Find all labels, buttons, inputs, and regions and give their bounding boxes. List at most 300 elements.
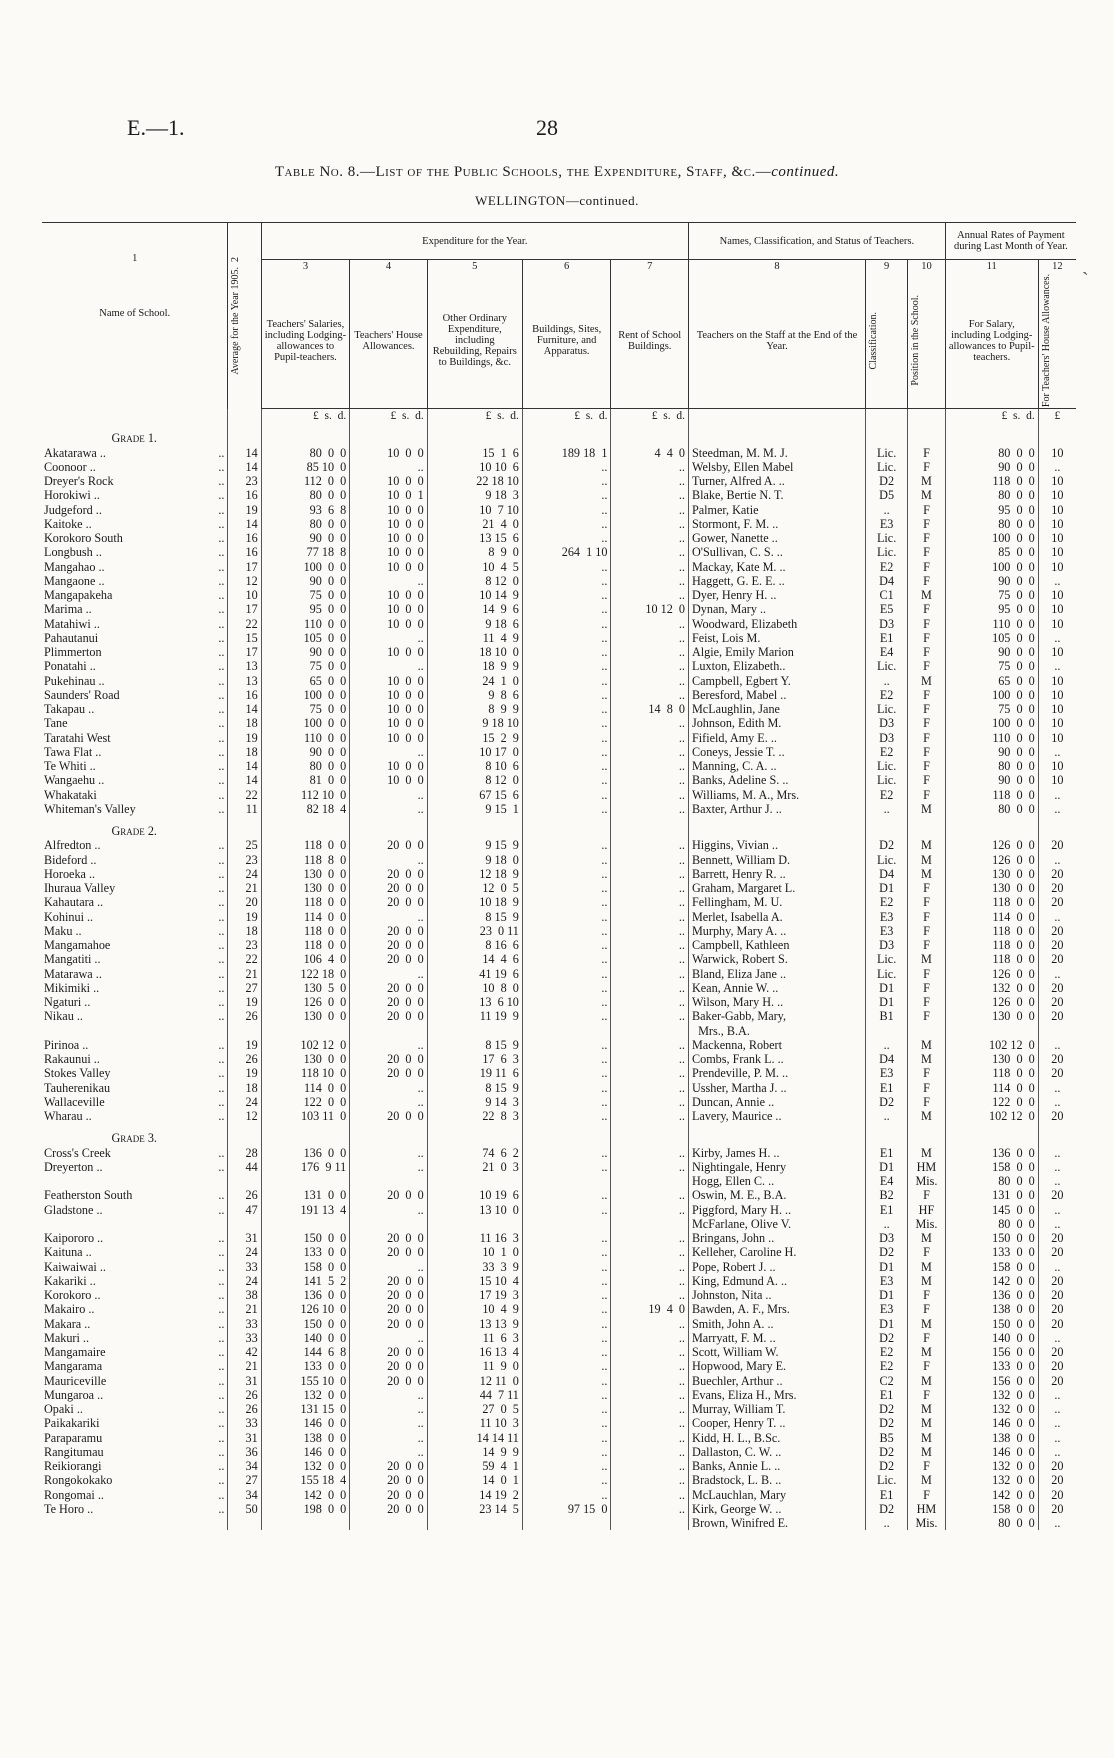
rent: [611, 1288, 689, 1302]
average-attendance: [228, 645, 261, 659]
salary-rate-text: 158 0 0: [992, 1259, 1035, 1274]
position: [908, 1174, 946, 1188]
table-row: [42, 1024, 1076, 1038]
house-allowances-text: 20 0 0: [387, 1231, 424, 1246]
rent-text: ..: [678, 1345, 685, 1360]
teachers-salaries: [261, 867, 350, 881]
average-attendance: [228, 1388, 261, 1402]
house-allowance-rate: [1038, 474, 1076, 488]
teachers-salaries: [261, 895, 350, 909]
average-attendance: [228, 745, 261, 759]
table-row: [42, 645, 1076, 659]
teachers-salaries: [261, 1374, 350, 1388]
salary-rate: [945, 895, 1038, 909]
house-allowance-rate-text: 10: [1051, 445, 1064, 460]
classification: [866, 745, 908, 759]
classification-text: D1: [879, 1288, 895, 1303]
salary-rate-text: 138 0 0: [992, 1430, 1035, 1445]
grade-heading-row: [42, 1123, 1076, 1145]
position-text: M: [921, 1259, 932, 1274]
rent: [611, 574, 689, 588]
salary-rate: [945, 938, 1038, 952]
teacher-name: [688, 952, 865, 966]
position: [908, 910, 946, 924]
average-attendance: [228, 659, 261, 673]
teacher-name-text: Williams, M. A., Mrs.: [691, 787, 800, 802]
buildings-expenditure: [522, 617, 611, 631]
house-allowance-rate-text: 20: [1051, 1359, 1064, 1374]
table-row: [42, 1459, 1076, 1473]
teacher-name-text: Beresford, Mabel ..: [691, 687, 787, 702]
teachers-salaries-text: 136 0 0: [303, 1145, 347, 1160]
rent-text: ..: [678, 1444, 685, 1459]
house-allowance-rate-text: 10: [1051, 602, 1064, 617]
other-expenditure-text: 11 6 3: [482, 1330, 519, 1345]
table-row: [42, 474, 1076, 488]
house-allowance-rate-text: 10: [1051, 502, 1064, 517]
buildings-expenditure-text: ..: [601, 1459, 608, 1474]
grade-heading: Grade 2.: [111, 824, 157, 839]
school-name-text: Makairo ..: [44, 1302, 95, 1317]
leader-dots: ..: [218, 895, 225, 910]
buildings-expenditure: [522, 1431, 611, 1445]
classification-text: D2: [879, 1094, 895, 1109]
table-row: [42, 702, 1076, 716]
other-expenditure-text: 21 0 3: [482, 1159, 519, 1174]
position: [908, 1231, 946, 1245]
school-name: [42, 802, 228, 816]
classification: [866, 1359, 908, 1373]
average-attendance-text: 11: [245, 801, 258, 816]
position: [908, 1203, 946, 1217]
house-allowance-rate: [1038, 517, 1076, 531]
classification-text: E3: [879, 1302, 894, 1317]
position: [908, 702, 946, 716]
average-attendance: [228, 1160, 261, 1174]
teacher-name: [688, 867, 865, 881]
school-name-text: Featherston South: [44, 1188, 133, 1203]
average-attendance-text: 24: [245, 1245, 258, 1260]
house-allowance-rate-text: 20: [1051, 1288, 1064, 1303]
buildings-expenditure: [522, 1302, 611, 1316]
position: [908, 1516, 946, 1530]
rent-text: ..: [678, 588, 685, 603]
other-expenditure-text: 16 13 4: [479, 1345, 519, 1360]
rent-text: ..: [678, 616, 685, 631]
teachers-salaries-text: 130 0 0: [303, 866, 347, 881]
teachers-salaries-text: 131 0 0: [303, 1188, 347, 1203]
leader-dots: ..: [218, 1487, 225, 1502]
house-allowances-text: 20 0 0: [387, 1066, 424, 1081]
house-allowances: [350, 488, 427, 502]
buildings-expenditure-text: ..: [601, 995, 608, 1010]
teacher-name-text: Kirby, James H. ..: [691, 1145, 780, 1160]
position-text: HF: [918, 1202, 935, 1217]
salary-rate: [945, 1445, 1038, 1459]
teachers-salaries-text: 112 10 0: [300, 787, 347, 802]
teachers-salaries: [261, 1473, 350, 1487]
house-allowances: [350, 731, 427, 745]
classification: [866, 545, 908, 559]
house-allowance-rate: [1038, 1188, 1076, 1202]
rent-text: ..: [678, 1231, 685, 1246]
house-allowance-rate-text: 20: [1051, 1273, 1064, 1288]
school-name-text: Matarawa ..: [44, 966, 102, 981]
classification: [866, 1431, 908, 1445]
house-allowances: [350, 503, 427, 517]
school-name-text: Mangahao ..: [44, 559, 105, 574]
teachers-salaries: [261, 1331, 350, 1345]
average-attendance-text: 17: [245, 645, 258, 660]
house-allowance-rate: [1038, 1402, 1076, 1416]
position-text: F: [923, 980, 930, 995]
other-expenditure: [427, 688, 522, 702]
teachers-salaries: [261, 1502, 350, 1516]
rent: [611, 1274, 689, 1288]
position-text: F: [923, 1009, 930, 1024]
other-expenditure-text: 8 12 0: [485, 573, 519, 588]
salary-rate: [945, 1217, 1038, 1231]
teacher-name-text: Kelleher, Caroline H.: [691, 1245, 797, 1260]
classification: [866, 446, 908, 460]
rent: [611, 1231, 689, 1245]
other-expenditure-text: 10 4 5: [482, 559, 519, 574]
house-allowances: [350, 1288, 427, 1302]
rent: [611, 1402, 689, 1416]
rent: [611, 1459, 689, 1473]
school-name-text: Pukehinau ..: [44, 673, 105, 688]
salary-rate: [945, 745, 1038, 759]
classification: [866, 1516, 908, 1530]
average-attendance-text: 28: [245, 1145, 258, 1160]
teachers-salaries: [261, 1066, 350, 1080]
teachers-salaries-text: 118 0 0: [304, 838, 347, 853]
teacher-name-text: Prendeville, P. M. ..: [691, 1066, 789, 1081]
salary-rate: [945, 531, 1038, 545]
other-expenditure-text: 11 19 9: [479, 1009, 519, 1024]
other-expenditure: [427, 838, 522, 852]
house-allowance-rate: [1038, 1081, 1076, 1095]
rent: [611, 1109, 689, 1123]
rent: [611, 674, 689, 688]
house-allowances-text: 20 0 0: [387, 938, 424, 953]
school-name: [42, 895, 228, 909]
other-expenditure: [427, 702, 522, 716]
salary-rate-text: 133 0 0: [992, 1245, 1035, 1260]
house-allowances-text: 20 0 0: [387, 995, 424, 1010]
position: [908, 688, 946, 702]
average-attendance: [228, 924, 261, 938]
position: [908, 674, 946, 688]
teacher-name: [688, 745, 865, 759]
school-name: [42, 1066, 228, 1080]
teacher-name-text: Barrett, Henry R. ..: [691, 866, 786, 881]
rent-text: ..: [678, 1416, 685, 1431]
position-text: F: [923, 502, 930, 517]
salary-rate-text: 100 0 0: [992, 687, 1035, 702]
salary-rate-text: 65 0 0: [998, 673, 1035, 688]
buildings-expenditure: [522, 995, 611, 1009]
buildings-expenditure-text: ..: [601, 744, 608, 759]
classification-text: E4: [879, 1174, 894, 1189]
house-allowance-rate-text: 20: [1051, 1231, 1064, 1246]
teachers-salaries: [261, 773, 350, 787]
house-allowances-text: 20 0 0: [387, 895, 424, 910]
teacher-name: [688, 1388, 865, 1402]
teachers-salaries-text: 158 0 0: [303, 1259, 347, 1274]
other-expenditure-text: 23 14 5: [479, 1501, 519, 1516]
teachers-salaries: [261, 1317, 350, 1331]
salary-rate: [945, 1038, 1038, 1052]
col-name-header: [42, 223, 228, 409]
house-allowances-text: ..: [417, 1080, 424, 1095]
salary-rate: [945, 517, 1038, 531]
teachers-salaries-text: 85 10 0: [306, 459, 347, 474]
average-attendance: [228, 517, 261, 531]
leader-dots: ..: [218, 1052, 225, 1067]
house-allowance-rate: [1038, 1160, 1076, 1174]
classification: [866, 1473, 908, 1487]
school-name: [42, 1345, 228, 1359]
classification-text: D2: [879, 1501, 895, 1516]
buildings-expenditure: [522, 702, 611, 716]
rent-text: ..: [678, 1487, 685, 1502]
school-name: [42, 602, 228, 616]
classification: [866, 488, 908, 502]
leader-dots: ..: [218, 1345, 225, 1360]
teachers-salaries-text: 118 8 0: [304, 852, 347, 867]
house-allowance-rate: [1038, 645, 1076, 659]
rent: [611, 952, 689, 966]
teachers-salaries-text: 112 0 0: [304, 474, 347, 489]
house-allowance-rate: [1038, 1473, 1076, 1487]
house-allowance-rate: [1038, 1288, 1076, 1302]
table-row: [42, 1174, 1076, 1188]
average-attendance-text: 14: [245, 445, 258, 460]
teachers-salaries: [261, 1459, 350, 1473]
other-expenditure-text: 24 1 0: [482, 673, 519, 688]
average-attendance-text: 36: [245, 1444, 258, 1459]
teacher-name-text: Steedman, M. M. J.: [691, 445, 788, 460]
average-attendance-text: 17: [245, 559, 258, 574]
other-expenditure-text: 10 14 9: [479, 588, 519, 603]
teacher-name-text: Fifield, Amy E. ..: [691, 730, 777, 745]
house-allowances: [350, 1459, 427, 1473]
other-expenditure-text: 14 0 1: [482, 1473, 519, 1488]
table-row: [42, 1231, 1076, 1245]
buildings-expenditure: [522, 745, 611, 759]
classification: [866, 1174, 908, 1188]
classification-text: D4: [879, 573, 895, 588]
table-body: [42, 409, 1076, 1531]
average-attendance-text: 23: [245, 474, 258, 489]
house-allowances: [350, 702, 427, 716]
leader-dots: ..: [218, 923, 225, 938]
teachers-salaries: [261, 910, 350, 924]
col-6-number: 6: [522, 260, 611, 274]
buildings-expenditure-text: ..: [601, 1302, 608, 1317]
teachers-salaries-text: 131 15 0: [300, 1402, 347, 1417]
teachers-salaries-text: 114 0 0: [304, 909, 347, 924]
house-allowances-text: 20 0 0: [387, 1359, 424, 1374]
house-allowance-rate: [1038, 1302, 1076, 1316]
teacher-name-text: Kean, Annie W. ..: [691, 980, 779, 995]
house-allowance-rate: [1038, 853, 1076, 867]
classification: [866, 910, 908, 924]
position: [908, 1402, 946, 1416]
school-name-text: Cross's Creek: [44, 1145, 111, 1160]
salary-rate-text: 95 0 0: [998, 502, 1035, 517]
table-row: [42, 1302, 1076, 1316]
house-allowances-text: 10 0 0: [387, 474, 424, 489]
school-name: [42, 981, 228, 995]
house-allowance-rate-text: ..: [1054, 1037, 1061, 1052]
rent: [611, 688, 689, 702]
teacher-name: [688, 488, 865, 502]
teachers-salaries-text: 80 0 0: [309, 759, 347, 774]
other-expenditure-text: 44 7 11: [479, 1387, 519, 1402]
rent: [611, 1374, 689, 1388]
leader-dots: ..: [218, 866, 225, 881]
position: [908, 1288, 946, 1302]
school-name-text: Dreyer's Rock: [44, 474, 114, 489]
school-name-text: Rakaunui ..: [44, 1052, 100, 1067]
salary-rate-text: 100 0 0: [992, 531, 1035, 546]
leader-dots: ..: [218, 673, 225, 688]
rent-text: ..: [678, 801, 685, 816]
salary-rate-text: 132 0 0: [992, 1387, 1035, 1402]
other-expenditure: [427, 1146, 522, 1160]
rent: [611, 716, 689, 730]
average-attendance-text: 33: [245, 1316, 258, 1331]
position: [908, 1345, 946, 1359]
average-attendance: [228, 1302, 261, 1316]
buildings-expenditure: [522, 1038, 611, 1052]
salary-rate-text: 146 0 0: [992, 1416, 1035, 1431]
house-allowance-rate: [1038, 995, 1076, 1009]
salary-rate-text: 132 0 0: [992, 1402, 1035, 1417]
teachers-salaries-text: 191 13 4: [300, 1202, 347, 1217]
average-attendance: [228, 1374, 261, 1388]
table-row: [42, 574, 1076, 588]
house-allowance-rate-text: 20: [1051, 980, 1064, 995]
rent-text: ..: [678, 759, 685, 774]
house-allowances: [350, 474, 427, 488]
school-name-text: Makuri ..: [44, 1330, 90, 1345]
teacher-name-text: Haggett, G. E. E. ..: [691, 573, 785, 588]
average-attendance-text: 16: [245, 687, 258, 702]
teachers-salaries-text: 130 0 0: [303, 881, 347, 896]
classification: [866, 1231, 908, 1245]
rent: [611, 1146, 689, 1160]
teachers-salaries: [261, 488, 350, 502]
teachers-salaries-text: 80 0 0: [309, 488, 347, 503]
leader-dots: ..: [218, 952, 225, 967]
buildings-expenditure-text: ..: [601, 1330, 608, 1345]
teachers-salaries: [261, 1038, 350, 1052]
average-attendance: [228, 1359, 261, 1373]
leader-dots: ..: [218, 1302, 225, 1317]
table-row: [42, 1009, 1076, 1023]
classification: [866, 773, 908, 787]
average-attendance-text: 26: [245, 1009, 258, 1024]
leader-dots: ..: [218, 730, 225, 745]
classification-text: C2: [879, 1373, 894, 1388]
other-expenditure-text: 27 0 5: [482, 1402, 519, 1417]
position-text: F: [923, 995, 930, 1010]
buildings-expenditure: [522, 716, 611, 730]
salary-rate-text: 122 0 0: [992, 1094, 1035, 1109]
rent-text: ..: [678, 673, 685, 688]
other-expenditure: [427, 1488, 522, 1502]
house-allowance-rate-text: 20: [1051, 1109, 1064, 1124]
school-name: [42, 881, 228, 895]
classification: [866, 716, 908, 730]
salary-rate-text: 118 0 0: [992, 1066, 1035, 1081]
classification-text: E2: [879, 1359, 894, 1374]
classification: [866, 631, 908, 645]
salary-rate: [945, 788, 1038, 802]
buildings-expenditure-text: ..: [601, 502, 608, 517]
other-expenditure: [427, 1038, 522, 1052]
teachers-salaries: [261, 1160, 350, 1174]
salary-rate-text: 158 0 0: [992, 1159, 1035, 1174]
table-row: [42, 1109, 1076, 1123]
table-row: [42, 1431, 1076, 1445]
average-attendance-text: 44: [245, 1159, 258, 1174]
teacher-name: [688, 1345, 865, 1359]
house-allowance-rate-text: 20: [1051, 1066, 1064, 1081]
salary-rate: [945, 574, 1038, 588]
table-row: [42, 1274, 1076, 1288]
leader-dots: ..: [218, 459, 225, 474]
salary-rate: [945, 503, 1038, 517]
average-attendance: [228, 1317, 261, 1331]
teacher-name-text: Lavery, Maurice ..: [691, 1109, 782, 1124]
school-name: [42, 995, 228, 1009]
position: [908, 1095, 946, 1109]
school-name: [42, 1274, 228, 1288]
leader-dots: ..: [218, 1259, 225, 1274]
house-allowances-text: 20 0 0: [387, 1188, 424, 1203]
buildings-expenditure-text: ..: [601, 1052, 608, 1067]
buildings-expenditure: [522, 731, 611, 745]
teacher-name: [688, 773, 865, 787]
buildings-expenditure-text: ..: [601, 602, 608, 617]
school-name-text: Rangitumau: [44, 1444, 104, 1459]
teacher-name: [688, 1374, 865, 1388]
house-allowance-rate-text: 20: [1051, 923, 1064, 938]
classification-text: D1: [879, 980, 895, 995]
salary-rate-text: 145 0 0: [992, 1202, 1035, 1217]
buildings-expenditure-text: ..: [601, 923, 608, 938]
house-allowances-text: 10 0 0: [387, 773, 424, 788]
classification-text: Lic.: [876, 445, 897, 460]
buildings-expenditure-text: ..: [601, 1188, 608, 1203]
rent: [611, 1260, 689, 1274]
other-expenditure: [427, 895, 522, 909]
teacher-name: [688, 1231, 865, 1245]
position-text: M: [921, 1373, 932, 1388]
salary-rate: [945, 773, 1038, 787]
salary-rate-text: 126 0 0: [992, 852, 1035, 867]
position: [908, 1488, 946, 1502]
teachers-salaries: [261, 1245, 350, 1259]
house-allowance-rate-text: ..: [1054, 1259, 1061, 1274]
position-text: F: [923, 1359, 930, 1374]
salary-rate: [945, 952, 1038, 966]
table-header: [42, 223, 1076, 409]
